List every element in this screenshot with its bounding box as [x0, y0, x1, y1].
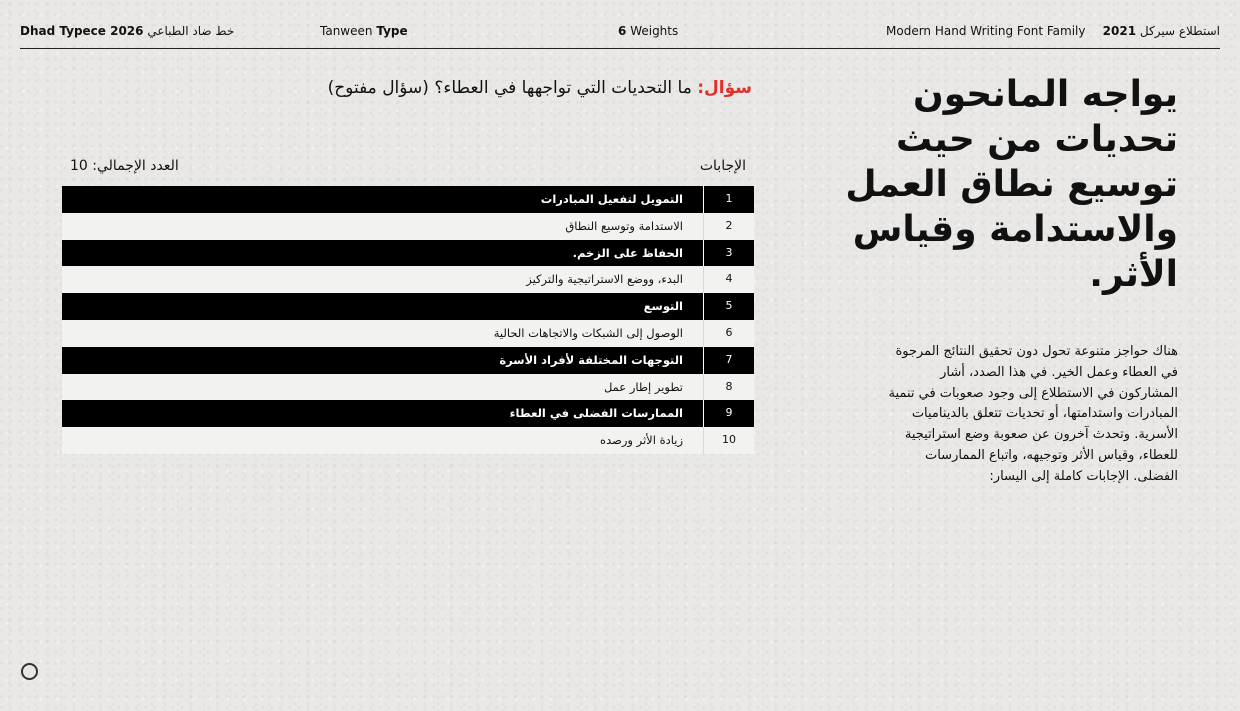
- row-number: 5: [703, 293, 754, 320]
- table-row: [62, 400, 754, 427]
- header-type-bold: Type: [376, 24, 408, 38]
- header-weights-regular: Weights: [630, 24, 679, 38]
- header-brand-bold: Dhad Typece 2026: [20, 24, 144, 38]
- question: [328, 78, 752, 98]
- table-row: [62, 374, 754, 401]
- row-number: 7: [703, 347, 754, 374]
- intro-paragraph: هناك حواجز متنوعة تحول دون تحقيق النتائج المرجوة في العطاء وعمل الخير. في هذا الصدد، أشار المشاركون في الاستطلاع إلى وجود صعوبات في تنمية المبادرات واستدامتها، أو تحديات تتعلق بالديناميات الأسرية. وتحدث آخرون عن صعوبة وضع استراتيجية للعطاء، وقياس الأثر وتوجيهه، واتباع الممارسات الفضلى. الإجابات كاملة إلى اليسار:: [888, 344, 1178, 484]
- row-number: 4: [703, 266, 754, 293]
- table-row: [62, 320, 754, 347]
- header-brand-arabic: خط ضاد الطباعي: [147, 24, 235, 38]
- total-count: العدد الإجمالي: 10: [70, 158, 179, 174]
- table-row: [62, 427, 754, 454]
- row-number: 10: [703, 427, 754, 454]
- table-row: [62, 186, 754, 213]
- header-survey: [1103, 24, 1220, 38]
- answers-label: الإجابات: [699, 158, 746, 174]
- header-bar: [20, 22, 1220, 49]
- header-type: [320, 24, 408, 38]
- row-text: البدء، ووضع الاستراتيجية والتركيز: [526, 272, 683, 287]
- row-number: 8: [703, 374, 754, 401]
- answers-table: [62, 186, 754, 454]
- header-weights-bold: 6: [618, 24, 627, 38]
- row-number: 2: [703, 213, 754, 240]
- table-row: [62, 240, 754, 267]
- header-survey-bold: 2021: [1102, 24, 1137, 38]
- row-text: الحفاظ على الزخم.: [572, 245, 683, 260]
- row-number: 6: [703, 320, 754, 347]
- question-text: ما التحديات التي تواجهها في العطاء؟ (سؤال مفتوح): [327, 78, 692, 98]
- row-text: الاستدامة وتوسيع النطاق: [565, 218, 683, 233]
- row-number: 9: [703, 400, 754, 427]
- row-text: التوجهات المختلفة لأفراد الأسرة: [499, 352, 683, 367]
- circle-icon[interactable]: [21, 663, 38, 680]
- row-number: 1: [703, 186, 754, 213]
- header-brand: [20, 24, 234, 38]
- row-text: زيادة الأثر ورصده: [600, 433, 683, 448]
- row-text: الوصول إلى الشبكات والاتجاهات الحالية: [493, 325, 683, 340]
- row-text: التمويل لتفعيل المبادرات: [540, 192, 683, 206]
- row-number: 3: [703, 240, 754, 267]
- row-text: الممارسات الفضلى في العطاء: [509, 406, 683, 421]
- table-row: [62, 347, 754, 374]
- table-row: [62, 266, 754, 293]
- header-type-regular: Tanween: [320, 24, 373, 38]
- question-label: سؤال:: [697, 78, 752, 98]
- headline: يواجه المانحون تحديات من حيث توسيع نطاق العمل والاستدامة وقياس الأثر.: [845, 74, 1178, 295]
- table-row: [62, 213, 754, 240]
- row-text: تطوير إطار عمل: [603, 379, 683, 394]
- header-weights: [618, 24, 678, 38]
- header-family: Modern Hand Writing Font Family: [886, 24, 1086, 38]
- row-text: التوسع: [643, 299, 683, 314]
- header-survey-arabic: استطلاع سيركل: [1139, 24, 1220, 38]
- table-row: [62, 293, 754, 320]
